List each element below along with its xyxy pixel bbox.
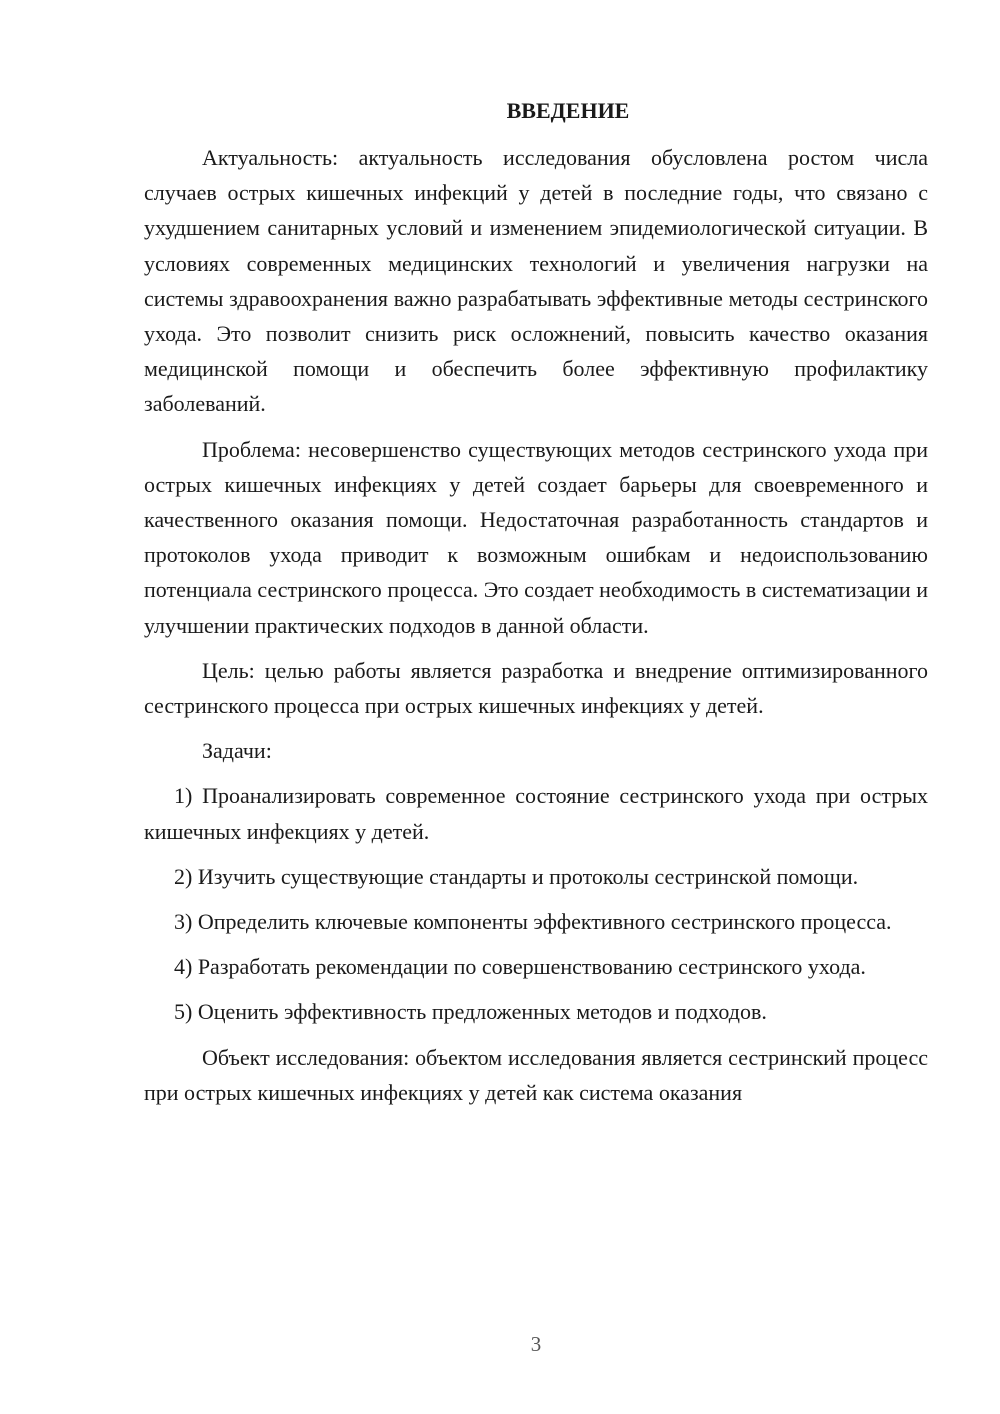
- section-heading: ВВЕДЕНИЕ: [506, 98, 630, 123]
- task-item-4: 4) Разработать рекомендации по совершенствованию сестринского ухода.: [174, 954, 866, 980]
- paragraph-object: Объект исследования: объектом исследования является сестринский процесс при острых кишечных инфекциях у детей как система оказания: [144, 1044, 928, 1105]
- task-item-1: 1) Проанализировать современное состояние сестринского ухода при острых кишечных инфекциях у детей.: [144, 783, 928, 844]
- paragraph-goal: Цель: целью работы является разработка и внедрение оптимизированного сестринского процесса при острых кишечных инфекциях у детей.: [144, 657, 928, 719]
- tasks-label: Задачи:: [202, 738, 272, 764]
- task-item-5: 5) Оценить эффективность предложенных методов и подходов.: [174, 999, 767, 1025]
- task-item-3: 3) Определить ключевые компоненты эффективного сестринского процесса.: [174, 909, 892, 935]
- paragraph-relevance: Актуальность: актуальность исследования обусловлена ростом числа случаев острых кишечных инфекций у детей в последние годы, что связано с ухудшением санитарных условий и изменением эпидемиологической ситуации. В условиях современных медицинских технологий и увеличения нагрузки на системы здравоохранения важно разрабатывать эффективные методы сестринского ухода. Это позволит снизить риск осложнений, повысить качество оказания медицинской помощи и обеспечить более эффективную профилактику заболеваний.: [144, 145, 928, 417]
- page-number: 3: [530, 1332, 542, 1356]
- document-page: [144, 94, 928, 1110]
- task-item-2: 2) Изучить существующие стандарты и протоколы сестринской помощи.: [174, 863, 859, 889]
- paragraph-problem: Проблема: несовершенство существующих методов сестринского ухода при острых кишечных инфекциях у детей создает барьеры для своевременного и качественного оказания помощи. Недостаточная разработанность стандартов и протоколов ухода приводит к возможным ошибкам и недоиспользованию потенциала сестринского процесса. Это создает необходимость в систематизации и улучшении практических подходов в данной области.: [144, 436, 928, 638]
